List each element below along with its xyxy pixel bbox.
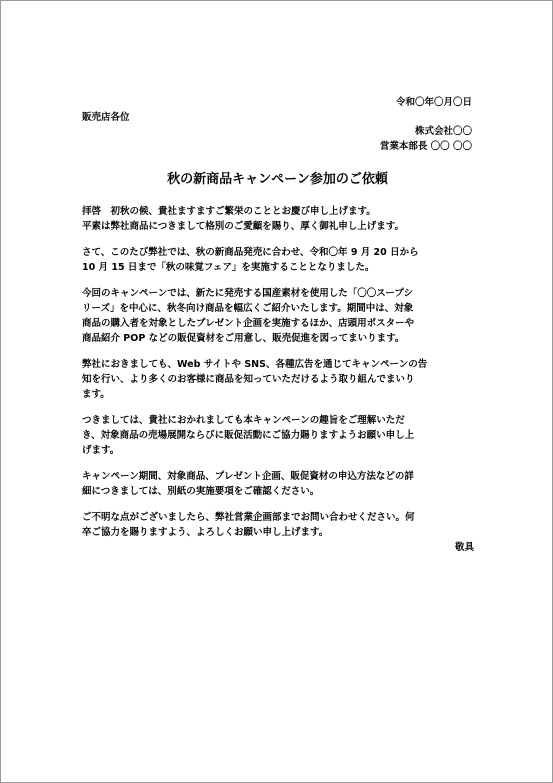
paragraph-line: 今回のキャンペーンでは、新たに発売する国産素材を使用した「〇〇スープシ [82,288,413,299]
paragraph-line: 10 月 15 日まで「秋の味覚フェア」を実施することとなりました。 [82,262,375,273]
letter-body [82,204,474,555]
document-date: 令和〇年〇月〇日 [395,97,472,108]
sender-company: 株式会社〇〇 [414,126,472,137]
paragraph-line: つきましては、貴社におかれましても本キャンペーンの趣旨をご理解いただ [82,415,405,426]
paragraph-line: 知を行い、より多くのお客様に商品を知っていただけるよう取り組んでまいり [82,374,415,385]
paragraph-line: 商品紹介 POP などの販促資材をご用意し、販売促進を図ってまいります。 [82,333,405,344]
paragraph-line: 弊社におきましても、Web サイトや SNS、各種広告を通じてキャンペーンの告 [82,359,428,370]
paragraph-line: リーズ」を中心に、秋冬向け商品を幅広くご紹介いたします。期間中は、対象 [82,303,414,314]
paragraph-line: 商品の購入者を対象としたプレゼント企画を実施するほか、店頭用ポスターや [82,318,415,329]
paragraph-line: ご不明な点がございましたら、弊社営業企画部までお問い合わせください。何 [82,512,415,523]
paragraph-announcement [82,245,474,275]
paragraph-line: ます。 [82,389,110,400]
closing-word: 敬具 [454,542,474,553]
paragraph-line: 平素は弊社商品につきまして格別のご愛顧を賜り、厚く御礼申し上げます。 [82,221,405,232]
paragraph-promotion [82,357,474,402]
paragraph-request [82,413,474,458]
paragraph-greeting [82,204,474,234]
paragraph-line: キャンペーン期間、対象商品、プレゼント企画、販促資材の申込方法などの詳 [82,471,414,482]
paragraph-campaign-details [82,286,474,346]
document-title: 秋の新商品キャンペーン参加のご依頼 [167,172,388,187]
paragraph-line: き、対象商品の売場展開ならびに販促活動にご協力賜りますようお願い申し上 [82,430,415,441]
paragraph-contact [82,510,474,540]
paragraph-line: げます。 [82,445,120,456]
paragraph-line: 卒ご協力を賜りますよう、よろしくお願い申し上げます。 [82,527,329,538]
paragraph-details-reference [82,469,474,499]
recipient: 販売店各位 [82,112,130,123]
paragraph-line: 細につきましては、別紙の実施要項をご確認ください。 [82,486,320,497]
sender-name: 営業本部長 〇〇 〇〇 [379,141,472,152]
paragraph-line: 拝啓 初秋の候、貴社ますますご繁栄のこととお慶び申し上げます。 [82,206,376,217]
paragraph-line: さて、このたび弊社では、秋の新商品発売に合わせ、令和〇年 9 月 20 日から [82,247,419,258]
